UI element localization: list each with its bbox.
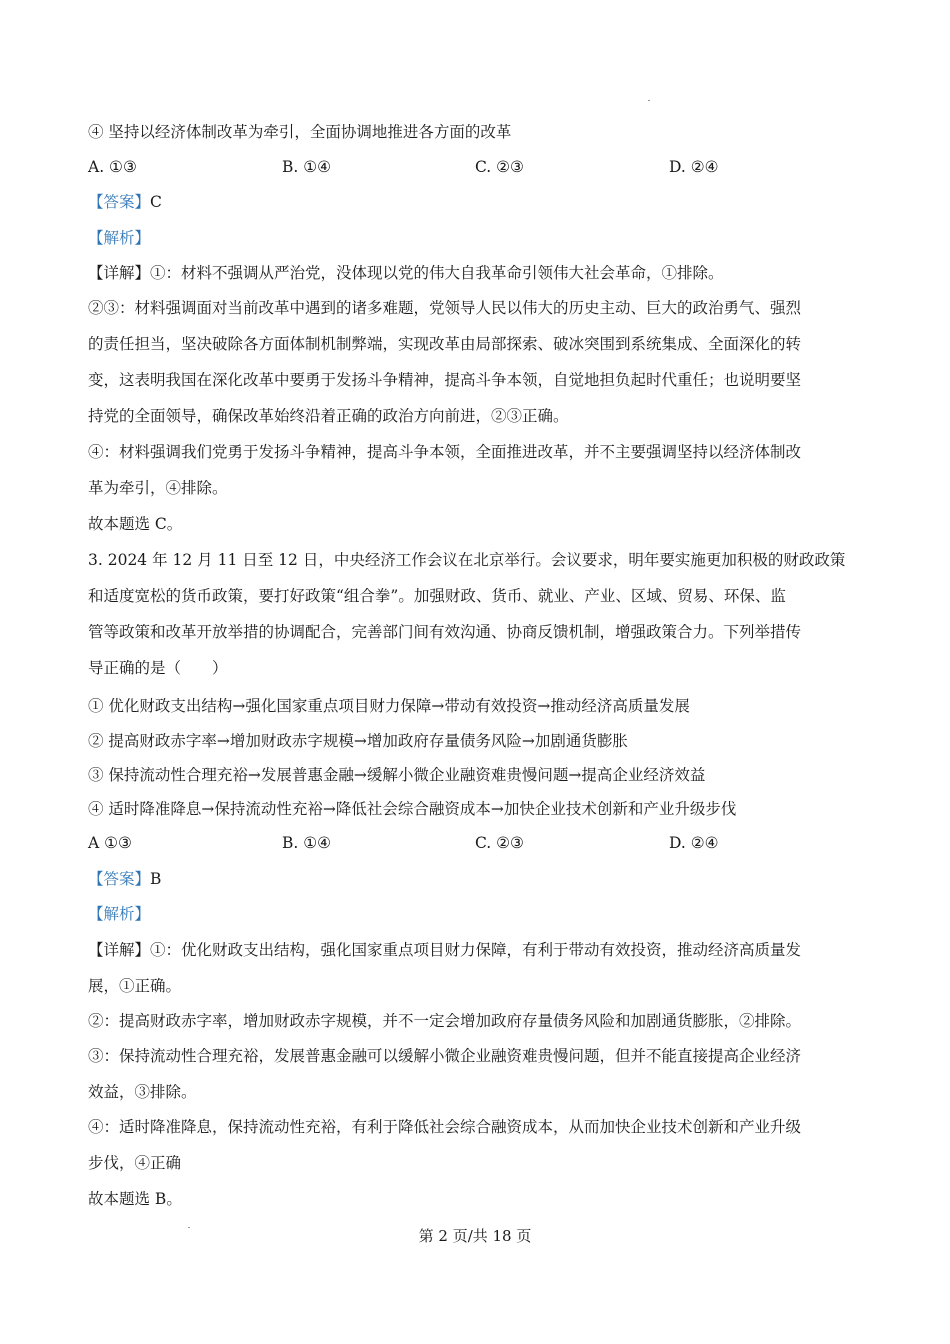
q3-stem-line-2: 和适度宽松的货币政策，要打好政策“组合拳”。加强财政、货币、就业、产业、区域、贸易、环保、监: [88, 587, 786, 605]
q3-stem-line-4: 导正确的是（ ）: [88, 659, 228, 677]
q3-statement-4: ④ 适时降准降息→保持流动性充裕→降低社会综合融资成本→加快企业技术创新和产业升级步伐: [88, 800, 737, 818]
q3-detail-4-line-1: ④：适时降准降息，保持流动性充裕，有利于降低社会综合融资成本，从而加快企业技术创新和产业升级: [88, 1118, 802, 1136]
q3-detail-3-line-2: 效益，③排除。: [88, 1083, 197, 1101]
q3-option-a: A ①③: [88, 834, 132, 852]
q3-option-d: D. ②④: [669, 834, 719, 852]
answer-value: C: [150, 193, 162, 211]
q2-answer: [88, 192, 162, 212]
q3-detail-1-line-2: 展，①正确。: [88, 977, 182, 995]
detail-text: ①：材料不强调从严治党，没体现以党的伟大自我革命引领伟大社会革命，①排除。: [150, 264, 724, 282]
q2-detail-23-line-4: 持党的全面领导，确保改革始终沿着正确的政治方向前进，②③正确。: [88, 407, 569, 425]
q2-detail-4-line-2: 革为牵引，④排除。: [88, 479, 228, 497]
q3-option-b: B. ①④: [282, 834, 332, 852]
q3-statement-2: ② 提高财政赤字率→增加财政赤字规模→增加政府存量债务风险→加剧通货膨胀: [88, 732, 628, 750]
q2-conclusion: 故本题选 C。: [88, 515, 183, 533]
q3-detail-2: ②：提高财政赤字率，增加财政赤字规模，并不一定会增加政府存量债务风险和加剧通货膨胀，②排除。: [88, 1012, 802, 1030]
q3-detail-1-line-1: [88, 940, 801, 960]
q2-statement-4: ④ 坚持以经济体制改革为牵引，全面协调地推进各方面的改革: [88, 123, 512, 141]
q3-answer: [88, 869, 161, 889]
q3-detail-3-line-1: ③：保持流动性合理充裕，发展普惠金融可以缓解小微企业融资难贵慢问题，但并不能直接提高企业经济: [88, 1047, 802, 1065]
q2-option-a: A. ①③: [88, 158, 137, 176]
q3-statement-3: ③ 保持流动性合理充裕→发展普惠金融→缓解小微企业融资难贵慢问题→提高企业经济效益: [88, 766, 706, 784]
answer-tag: 【答案】: [88, 870, 151, 888]
q3-analysis-tag: 【解析】: [88, 905, 151, 923]
q3-statement-1: ① 优化财政支出结构→强化国家重点项目财力保障→带动有效投资→推动经济高质量发展: [88, 697, 690, 715]
q2-detail-4-line-1: ④：材料强调我们党勇于发扬斗争精神，提高斗争本领，全面推进改革，并不主要强调坚持以经济体制改: [88, 443, 802, 461]
q3-stem-line-1: 3. 2024 年 12 月 11 日至 12 日，中央经济工作会议在北京举行。会议要求，明年要实施更加积极的财政政策: [88, 551, 846, 569]
q2-detail-23-line-1: ②③：材料强调面对当前改革中遇到的诸多难题，党领导人民以伟大的历史主动、巨大的政治勇气、强烈: [88, 299, 802, 317]
answer-value: B: [150, 870, 162, 888]
detail-tag: 【详解】: [88, 941, 151, 959]
q3-conclusion: 故本题选 B。: [88, 1190, 182, 1208]
q3-detail-4-line-2: 步伐，④正确: [88, 1154, 182, 1172]
detail-tag: 【详解】: [88, 264, 151, 282]
q2-detail-23-line-3: 变，这表明我国在深化改革中要勇于发扬斗争精神，提高斗争本领，自觉地担负起时代重任；也说明要坚: [88, 371, 802, 389]
q2-option-b: B. ①④: [282, 158, 332, 176]
detail-text: ①：优化财政支出结构，强化国家重点项目财力保障，有利于带动有效投资，推动经济高质量发: [150, 941, 802, 959]
scan-dot: [648, 100, 650, 101]
q2-option-d: D. ②④: [669, 158, 719, 176]
answer-tag: 【答案】: [88, 193, 151, 211]
q2-detail-23-line-2: 的责任担当，坚决破除各方面体制机制弊端，实现改革由局部探索、破冰突围到系统集成、全面深化的转: [88, 335, 802, 353]
q3-option-c: C. ②③: [475, 834, 524, 852]
q3-stem-line-3: 管等政策和改革开放举措的协调配合，完善部门间有效沟通、协商反馈机制，增强政策合力。下列举措传: [88, 623, 802, 641]
q2-option-c: C. ②③: [475, 158, 524, 176]
q2-detail-1: [88, 263, 724, 283]
q2-analysis-tag: 【解析】: [88, 229, 151, 247]
page-footer: 第 2 页/共 18 页: [418, 1227, 532, 1245]
